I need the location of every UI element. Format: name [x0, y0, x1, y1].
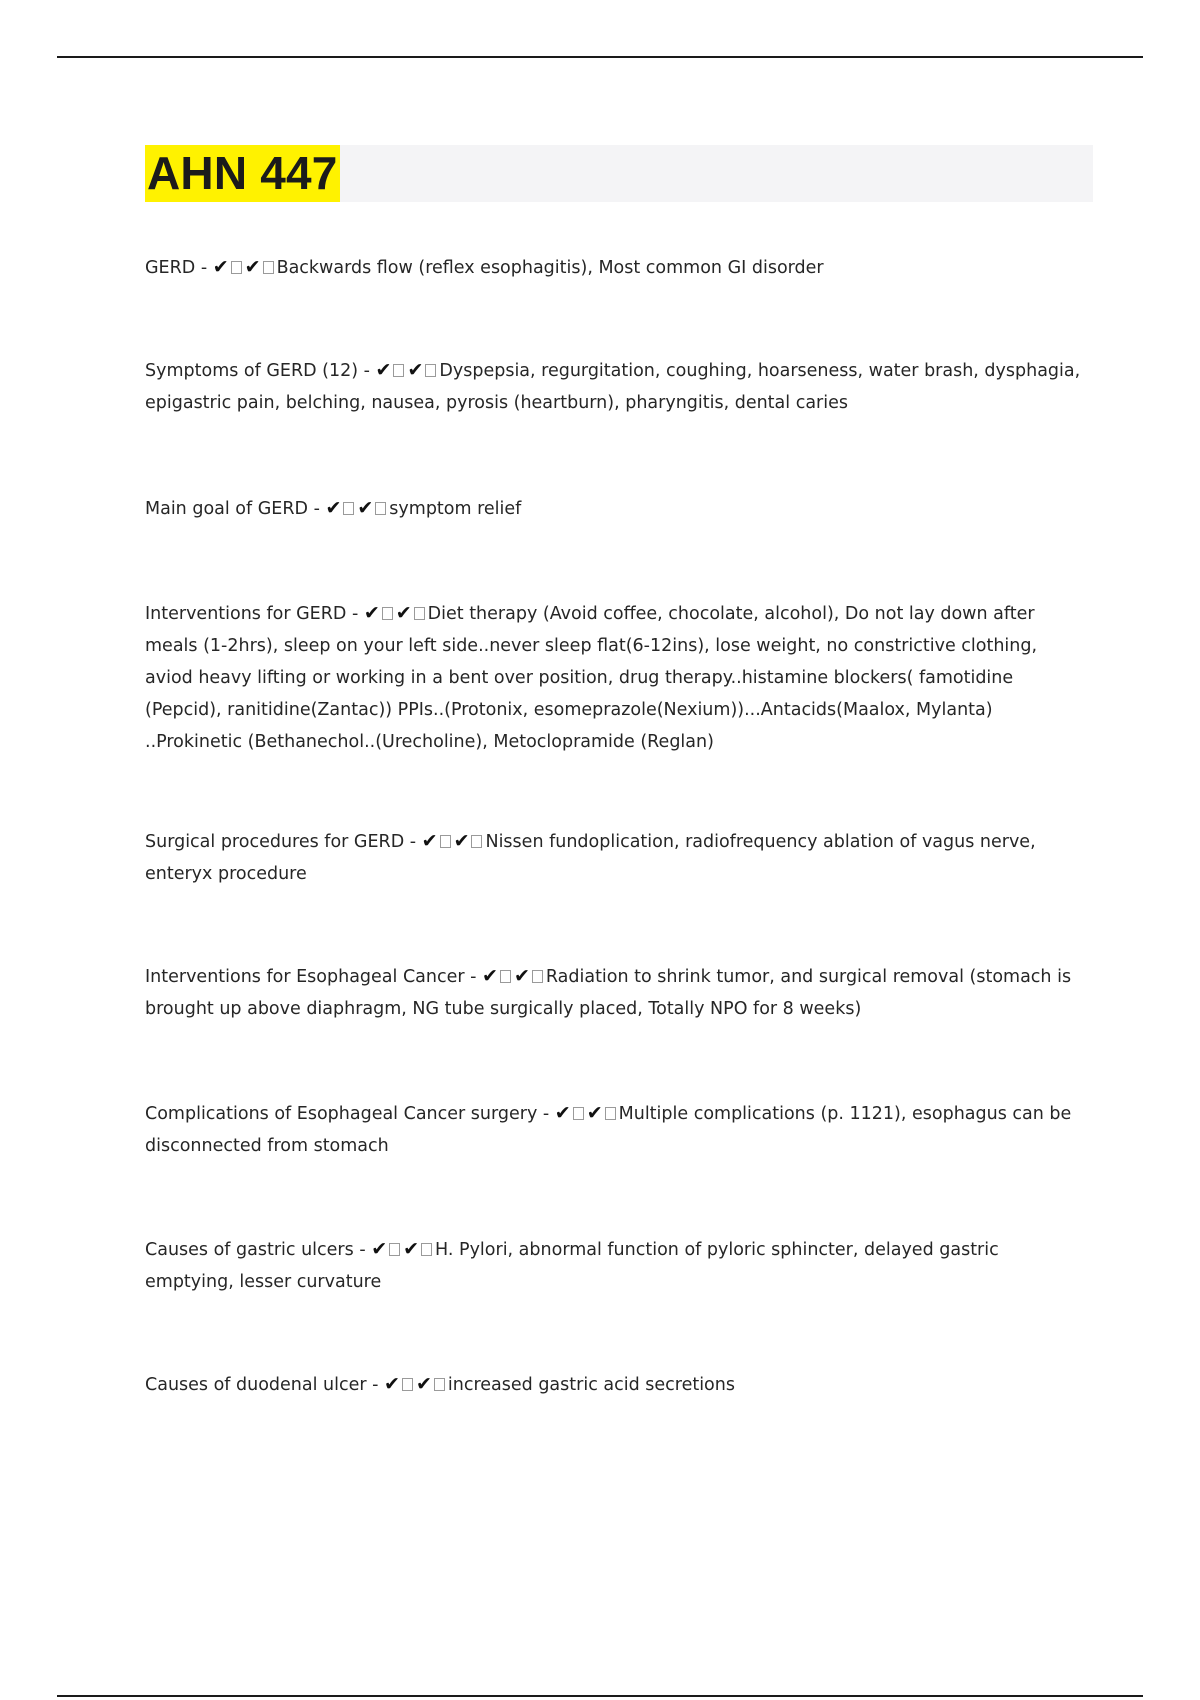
entry-term: Interventions for Esophageal Cancer [145, 967, 465, 987]
entry-causes-of-gastric-ulcers [145, 1233, 1090, 1298]
check-icon: ✔ [453, 830, 470, 852]
separator: - [366, 1375, 385, 1395]
document-title: AHN 447 [145, 145, 340, 202]
check-icon: ✔ [482, 965, 498, 987]
missing-glyph-box-icon [605, 1107, 616, 1120]
separator: - [346, 604, 364, 624]
check-icon: ✔ [357, 497, 374, 519]
missing-glyph-box-icon [231, 261, 242, 274]
entry-interventions-for-esophageal-cancer [145, 960, 1090, 1025]
entry-complications-of-esophageal-cancer-surgery [145, 1097, 1090, 1162]
separator: - [195, 258, 213, 278]
entry-interventions-for-gerd [145, 597, 1090, 758]
check-icon: ✔ [415, 1373, 432, 1395]
check-icon: ✔ [403, 1238, 420, 1260]
missing-glyph-box-icon [343, 502, 354, 515]
check-icon: ✔ [244, 256, 261, 278]
missing-glyph-box-icon [434, 1378, 445, 1391]
entry-definition: increased gastric acid secretions [447, 1375, 735, 1395]
missing-glyph-box-icon [389, 1243, 400, 1256]
check-icon: ✔ [212, 256, 229, 278]
check-icon: ✔ [395, 602, 412, 624]
missing-glyph-box-icon [425, 364, 436, 377]
check-icon: ✔ [407, 359, 424, 381]
entry-causes-of-duodenal-ulcer [145, 1368, 1090, 1401]
missing-glyph-box-icon [263, 261, 274, 274]
bottom-rule [57, 1695, 1143, 1697]
missing-glyph-box-icon [532, 970, 543, 983]
separator: - [358, 361, 376, 381]
entry-term: Main goal of GERD [145, 499, 308, 519]
missing-glyph-box-icon [500, 970, 511, 983]
entry-definition: Diet therapy (Avoid coffee, chocolate, alcohol), Do not lay down after meals (1-2hrs), sleep on your left side..never sleep flat(6-12ins), lose weight, no constrictive clothing, aviod heavy lifting or working in a bent over position, drug therapy..histamine blockers( famotidine (Pepcid), ranitidine(Zantac)) PPIs..(Protonix, esomeprazole(Nexium))...Antacids(Maalox, Mylanta) ..Prokinetic (Bethanechol..(Urecholine), Metoclopramide (Reglan) [145, 604, 1038, 752]
entry-definition: H. Pylori, abnormal function of pyloric sphincter, delayed gastric emptying, lesser curvature [145, 1240, 999, 1292]
missing-glyph-box-icon [421, 1243, 432, 1256]
check-icon: ✔ [363, 602, 380, 624]
check-icon: ✔ [384, 1373, 400, 1395]
check-icon: ✔ [375, 359, 392, 381]
missing-glyph-box-icon [382, 607, 393, 620]
entry-definition: Nissen fundoplication, radiofrequency ablation of vagus nerve, enteryx procedure [145, 832, 1036, 884]
entry-term: GERD [145, 258, 196, 278]
entry-symptoms-of-gerd [145, 354, 1090, 419]
missing-glyph-box-icon [440, 835, 451, 848]
entry-definition: symptom relief [389, 499, 522, 519]
separator: - [353, 1240, 372, 1260]
entry-term: Surgical procedures for GERD [145, 832, 405, 852]
separator: - [308, 499, 326, 519]
entry-term: Interventions for GERD [145, 604, 347, 624]
check-icon: ✔ [421, 830, 438, 852]
missing-glyph-box-icon [471, 835, 482, 848]
entry-definition: Multiple complications (p. 1121), esophagus can be disconnected from stomach [145, 1104, 1072, 1156]
check-icon: ✔ [513, 965, 530, 987]
check-icon: ✔ [586, 1102, 603, 1124]
missing-glyph-box-icon [375, 502, 386, 515]
entry-definition: Radiation to shrink tumor, and surgical removal (stomach is brought up above diaphragm, NG tube surgically placed, Totally NPO for 8 weeks) [145, 967, 1072, 1019]
missing-glyph-box-icon [573, 1107, 584, 1120]
top-rule [57, 56, 1143, 58]
entry-term: Symptoms of GERD (12) [145, 361, 359, 381]
separator: - [404, 832, 422, 852]
check-icon: ✔ [554, 1102, 571, 1124]
separator: - [537, 1104, 555, 1124]
separator: - [464, 967, 483, 987]
entry-term: Complications of Esophageal Cancer surgery [145, 1104, 538, 1124]
missing-glyph-box-icon [393, 364, 404, 377]
check-icon: ✔ [371, 1238, 388, 1260]
entry-definition: Backwards flow (reflex esophagitis), Most common GI disorder [276, 258, 824, 278]
check-icon: ✔ [325, 497, 342, 519]
entry-term: Causes of duodenal ulcer [145, 1375, 367, 1395]
entry-gerd [145, 251, 1090, 284]
entry-definition: Dyspepsia, regurgitation, coughing, hoarseness, water brash, dysphagia, epigastric pain, belching, nausea, pyrosis (heartburn), pharyngitis, dental caries [145, 361, 1081, 413]
entry-surgical-procedures-for-gerd [145, 825, 1090, 890]
entry-term: Causes of gastric ulcers [145, 1240, 354, 1260]
missing-glyph-box-icon [414, 607, 425, 620]
missing-glyph-box-icon [402, 1378, 413, 1391]
entry-main-goal-of-gerd [145, 492, 1090, 525]
